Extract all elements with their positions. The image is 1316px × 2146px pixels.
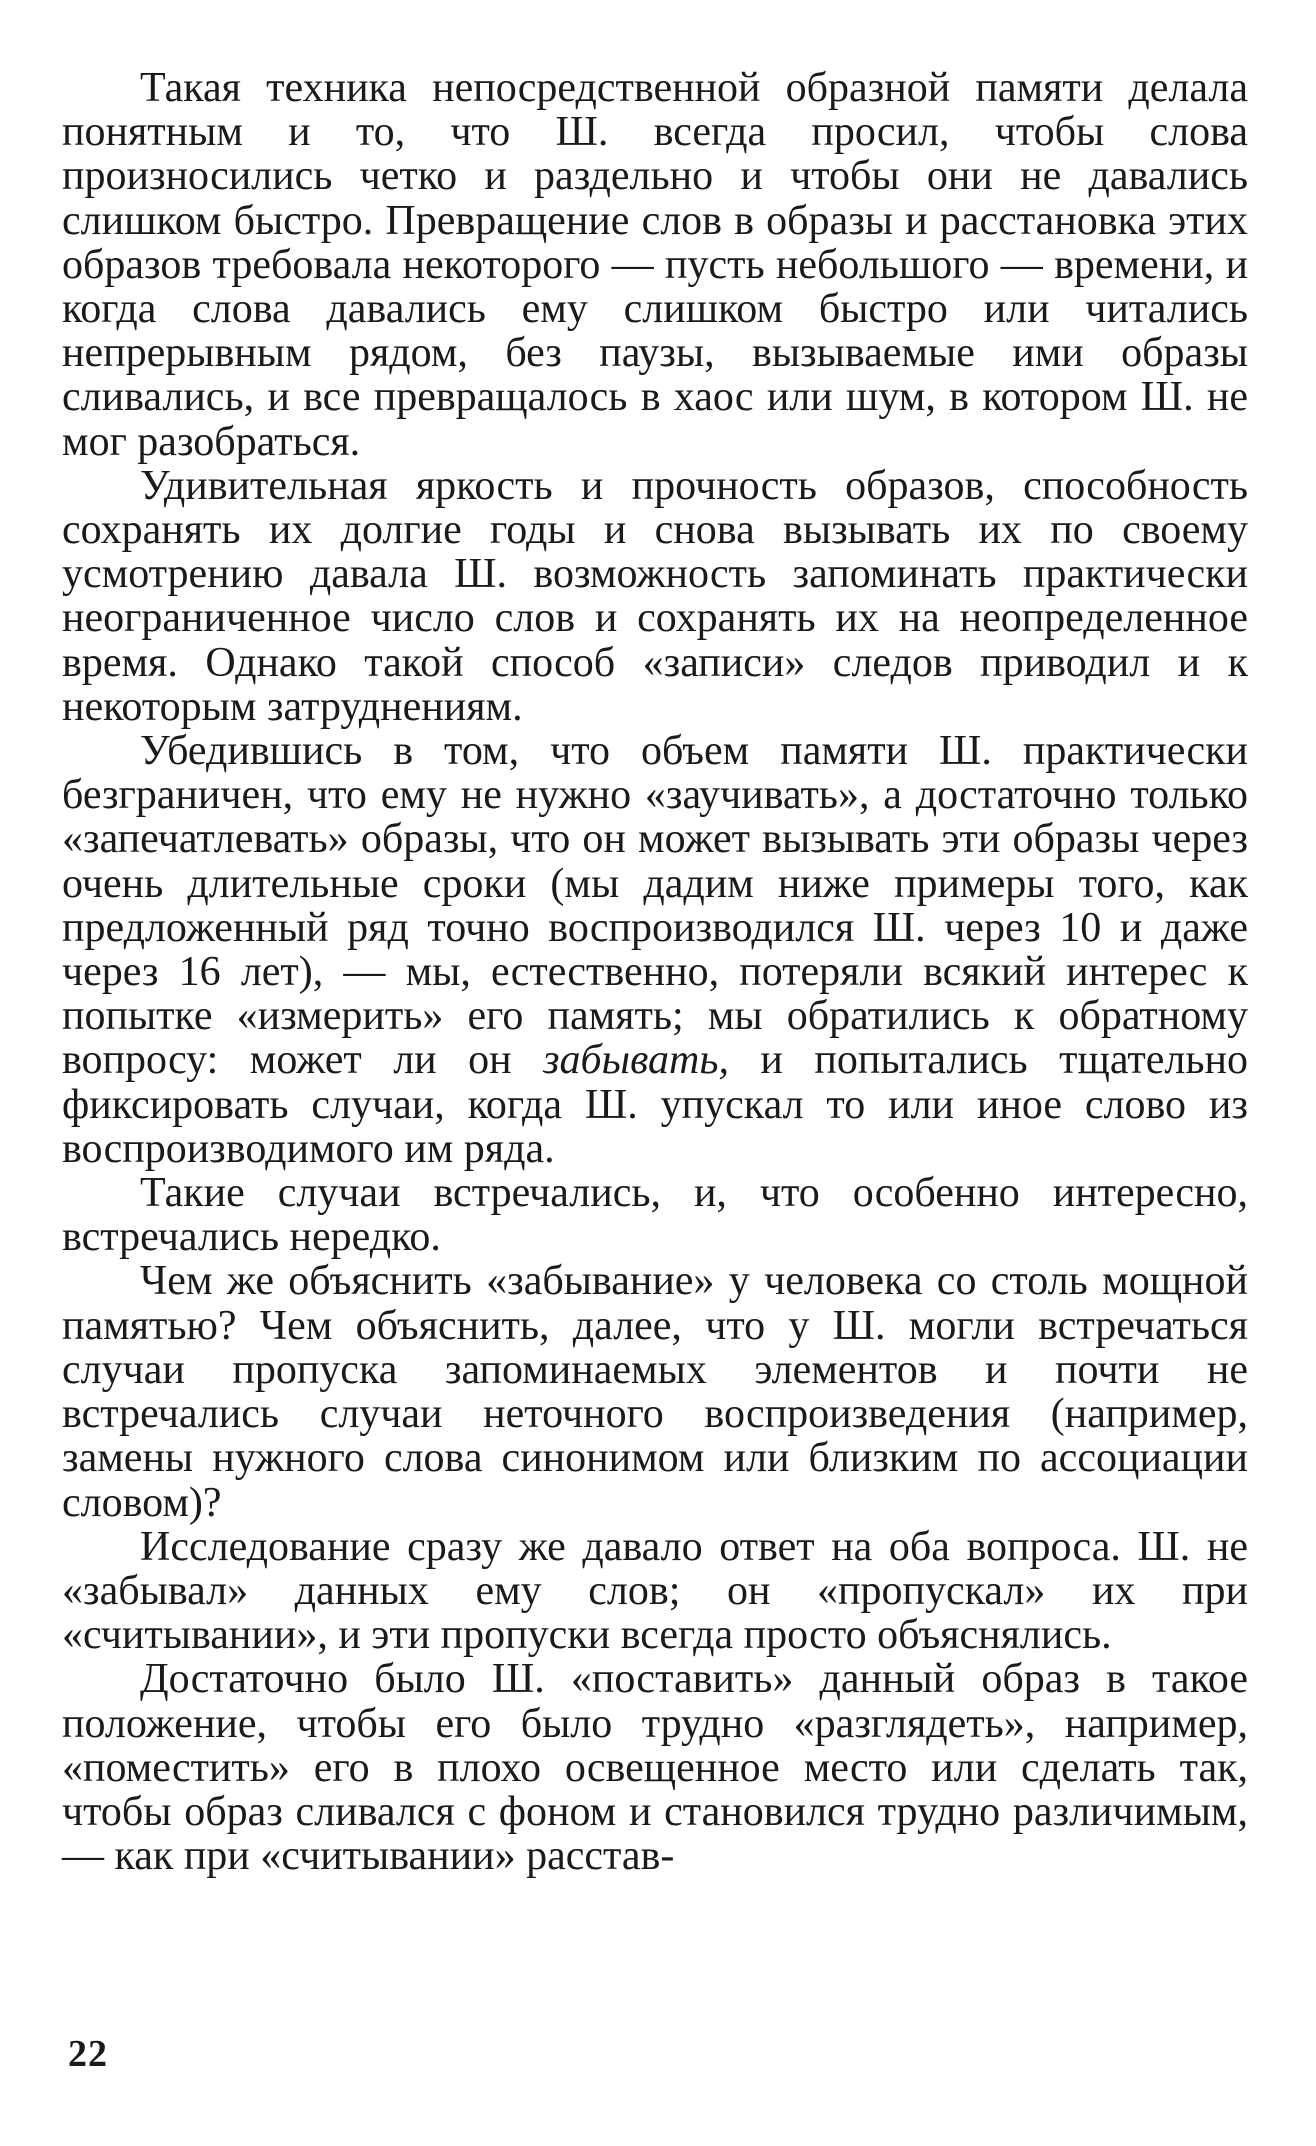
paragraph-1: Такая техника непосредственной образной памяти делала понятным и то, что Ш. всегда просил, чтобы слова произносились четко и раздельно и чтобы они не давались слишком быстро. Превращение слов в образы и расстановка этих образов требовала некоторого — пусть небольшого — времени, и когда слова давались ему слишком быстро или читались непрерывным рядом, без паузы, вызываемые ими образы сливались, и все превращалось в хаос или шум, в котором Ш. не мог разобраться. xyxy=(62,65,1248,465)
paragraph-4: Такие случаи встречались, и, что особенно интересно, встречались нередко. xyxy=(62,1170,1248,1261)
page-number: 22 xyxy=(68,2033,108,2075)
paragraph-5: Чем же объяснить «забывание» у человека со столь мощной памятью? Чем объяснить, далее, что у Ш. могли встречаться случаи пропуска запоминаемых элементов и почти не встречались случаи неточного воспроизведения (например, замены нужного слова синонимом или близким по ассоциации словом)? xyxy=(62,1258,1248,1526)
paragraph-3 xyxy=(62,729,1248,1171)
paragraph-3-text-before: Убедившись в том, что объем памяти Ш. практически безграничен, что ему не нужно «заучивать», а достаточно только «запечатлевать» образы, что он может вызывать эти образы через очень длительные сроки (мы дадим ниже примеры того, как предложенный ряд точно воспроизводился Ш. через 10 и даже через 16 лет), — мы, естественно, потеряли всякий интерес к попытке «измерить» его память; мы обратились к обратному вопросу: может ли он xyxy=(62,728,1248,1084)
paragraph-2: Удивительная яркость и прочность образов, способность сохранять их долгие годы и снова вызывать их по своему усмотрению давала Ш. возможность запоминать практически неограниченное число слов и сохранять их на неопределенное время. Однако такой способ «записи» следов приводил и к некоторым затруднениям. xyxy=(62,462,1248,730)
page-text xyxy=(62,66,1248,2106)
paragraph-7: Достаточно было Ш. «поставить» данный образ в такое положение, чтобы его было трудно «разглядеть», например, «поместить» его в плохо освещенное место или сделать так, чтобы образ сливался с фоном и становился трудно различимым, — как при «считывании» расстав- xyxy=(62,1656,1248,1880)
paragraph-6: Исследование сразу же давало ответ на оба вопроса. Ш. не «забывал» данных ему слов; он «пропускал» их при «считывании», и эти пропуски всегда просто объяснялись. xyxy=(62,1523,1248,1659)
paragraph-3-text-after: и попытались тщательно фиксировать случаи, когда Ш. упускал то или иное слово из воспроизводимого им ряда. xyxy=(62,1037,1248,1172)
paragraph-3-emphasis: забывать, xyxy=(543,1037,729,1084)
